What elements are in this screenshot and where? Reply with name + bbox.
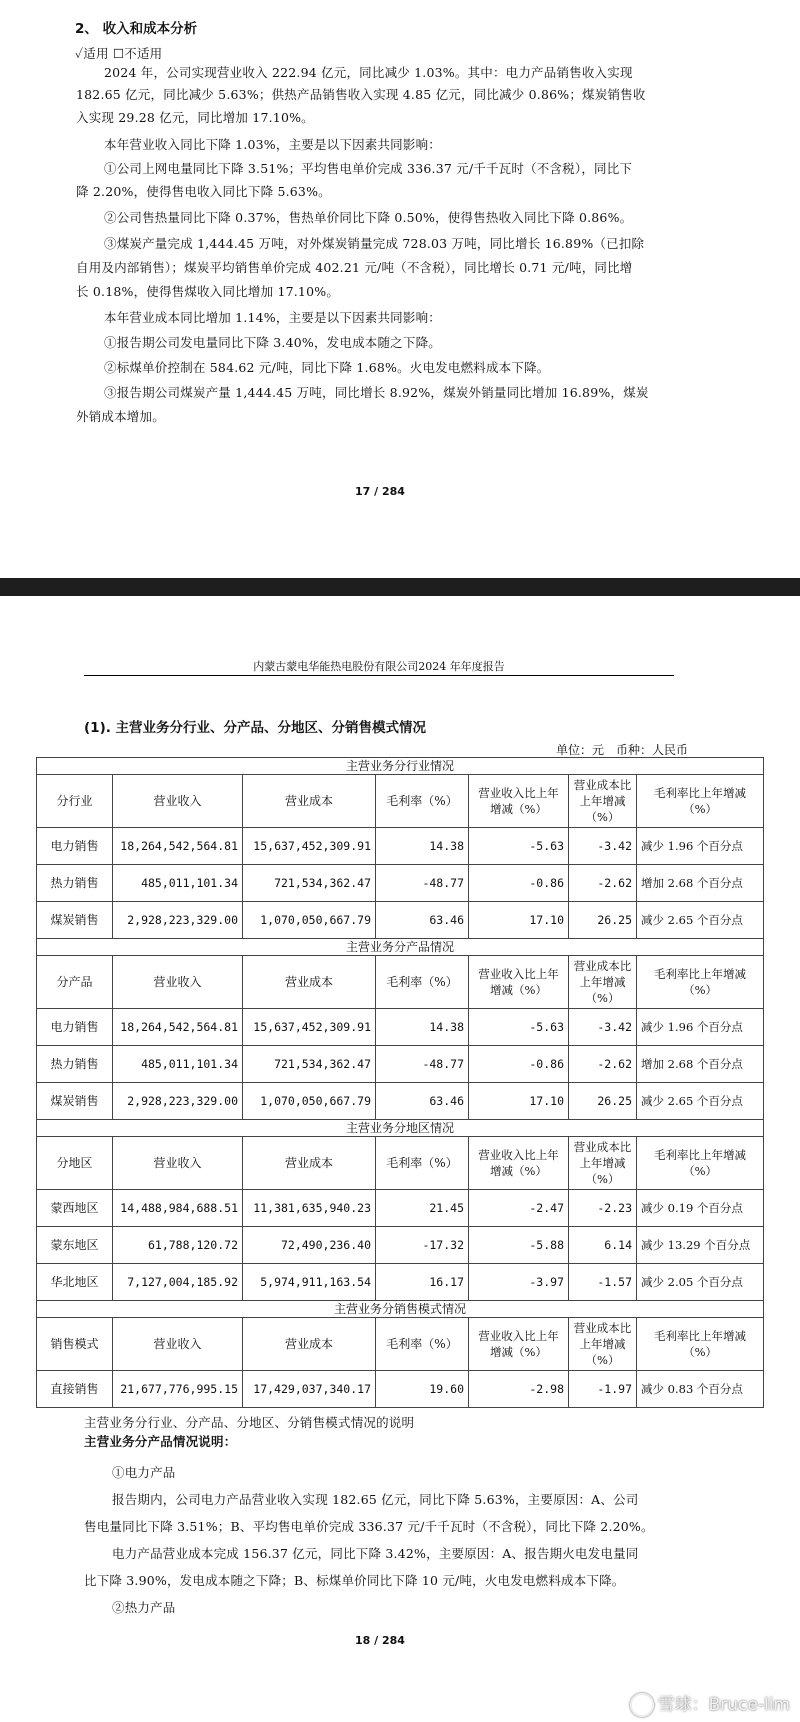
- table-cell: 18,264,542,564.81: [113, 1009, 243, 1046]
- table-cell: 11,381,635,940.23: [243, 1190, 376, 1227]
- table-column-header: 毛利率（%）: [376, 1318, 469, 1371]
- row-label: 电力销售: [37, 1009, 113, 1046]
- table-cell: -2.23: [569, 1190, 637, 1227]
- table-cell: 485,011,101.34: [113, 865, 243, 902]
- table-section-title: 主营业务分行业情况: [37, 758, 764, 775]
- table-dimension-header: 分产品: [37, 956, 113, 1009]
- table-cell: 61,788,120.72: [113, 1227, 243, 1264]
- table-cell: 16.17: [376, 1264, 469, 1301]
- row-label: 煤炭销售: [37, 1083, 113, 1120]
- table-column-header: 营业成本: [243, 775, 376, 828]
- table-cell: -2.47: [469, 1190, 569, 1227]
- table-row: [37, 1371, 764, 1408]
- notes-line: ②热力产品: [112, 1600, 176, 1615]
- table-cell: -5.88: [469, 1227, 569, 1264]
- page-number: 18 / 284: [355, 1634, 405, 1647]
- table-row: [37, 1190, 764, 1227]
- table-cell: 17.10: [469, 1083, 569, 1120]
- table-section-row: [37, 1120, 764, 1137]
- table-cell: -2.98: [469, 1371, 569, 1408]
- table-column-header: 营业成本: [243, 956, 376, 1009]
- row-label: 直接销售: [37, 1371, 113, 1408]
- table-cell-change: 减少 2.05 个百分点: [637, 1264, 764, 1301]
- table-header-row: [37, 1318, 764, 1371]
- notes-line: 报告期内，公司电力产品营业收入实现 182.65 亿元，同比下降 5.63%，主要原因：A、公司: [112, 1492, 639, 1507]
- table-section-title: 主营业务分销售模式情况: [37, 1301, 764, 1318]
- notes-line: 主营业务分行业、分产品、分地区、分销售模式情况的说明: [84, 1415, 415, 1430]
- table-row: [37, 1227, 764, 1264]
- table-column-header: 营业成本比上年增减（%）: [569, 775, 637, 828]
- applicability-checkbox: ✓适用 ☐不适用: [75, 46, 163, 61]
- table-header-row: [37, 775, 764, 828]
- table-cell: -3.42: [569, 1009, 637, 1046]
- notes-line: 售电量同比下降 3.51%；B、平均售电单价完成 336.37 元/千千瓦时（不含税），同比下降 2.20%。: [84, 1519, 654, 1534]
- table-column-header: 营业收入比上年增减（%）: [469, 956, 569, 1009]
- table-cell: -5.63: [469, 828, 569, 865]
- table-section-title: (1). 主营业务分行业、分产品、分地区、分销售模式情况: [84, 720, 427, 736]
- row-label: 华北地区: [37, 1264, 113, 1301]
- watermark-text: 雪球：Bruce-lim: [657, 1695, 790, 1715]
- table-column-header: 营业成本比上年增减（%）: [569, 956, 637, 1009]
- row-label: 热力销售: [37, 1046, 113, 1083]
- table-row: [37, 902, 764, 939]
- table-cell-change: 减少 2.65 个百分点: [637, 1083, 764, 1120]
- paragraph-line: 182.65 亿元，同比减少 5.63%；供热产品销售收入实现 4.85 亿元，同比减少 0.86%；煤炭销售收: [76, 87, 646, 102]
- table-cell: 14.38: [376, 828, 469, 865]
- table-cell: 1,070,050,667.79: [243, 1083, 376, 1120]
- paragraph-line: ③报告期公司煤炭产量 1,444.45 万吨，同比增长 8.92%，煤炭外销量同比增加 16.89%，煤炭: [104, 385, 649, 400]
- table-cell: 72,490,236.40: [243, 1227, 376, 1264]
- table-column-header: 营业收入: [113, 1137, 243, 1190]
- watermark: [630, 1690, 790, 1717]
- row-label: 电力销售: [37, 828, 113, 865]
- notes-line: ①电力产品: [112, 1465, 176, 1480]
- paragraph-line: ③煤炭产量完成 1,444.45 万吨，对外煤炭销量完成 728.03 万吨，同比增长 16.89%（已扣除: [104, 236, 645, 251]
- table-column-header: 营业收入比上年增减（%）: [469, 775, 569, 828]
- table-cell: -2.62: [569, 1046, 637, 1083]
- paragraph-line: 外销成本增加。: [76, 409, 165, 424]
- paragraph-line: 自用及内部销售）；煤炭平均销售单价完成 402.21 元/吨（不含税），同比增长 0.71 元/吨，同比增: [76, 260, 633, 275]
- table-column-header: 营业收入比上年增减（%）: [469, 1137, 569, 1190]
- page-number: 17 / 284: [355, 485, 405, 498]
- table-section-row: [37, 939, 764, 956]
- paragraph-line: ①报告期公司发电量同比下降 3.40%，发电成本随之下降。: [104, 335, 441, 350]
- paragraph-line: ②标煤单价控制在 584.62 元/吨，同比下降 1.68%。火电发电燃料成本下降。: [104, 360, 550, 375]
- table-cell: 7,127,004,185.92: [113, 1264, 243, 1301]
- paragraph-line: 长 0.18%，使得售煤收入同比增加 17.10%。: [76, 284, 340, 299]
- header-rule: [84, 675, 674, 676]
- table-row: [37, 1083, 764, 1120]
- section-title: 2、 收入和成本分析: [75, 21, 198, 37]
- table-cell: 21,677,776,995.15: [113, 1371, 243, 1408]
- table-row: [37, 865, 764, 902]
- table-cell-change: 减少 13.29 个百分点: [637, 1227, 764, 1264]
- table-cell-change: 减少 0.19 个百分点: [637, 1190, 764, 1227]
- report-page-17: [0, 0, 800, 578]
- table-cell-change: 减少 0.83 个百分点: [637, 1371, 764, 1408]
- table-cell: 17.10: [469, 902, 569, 939]
- table-cell-change: 减少 2.65 个百分点: [637, 902, 764, 939]
- table-cell: 26.25: [569, 1083, 637, 1120]
- main-business-table: [36, 757, 764, 1408]
- table-cell: 21.45: [376, 1190, 469, 1227]
- table-cell-change: 减少 1.96 个百分点: [637, 828, 764, 865]
- table-cell: 14.38: [376, 1009, 469, 1046]
- table-column-header: 营业成本比上年增减（%）: [569, 1137, 637, 1190]
- row-label: 热力销售: [37, 865, 113, 902]
- table-column-header: 毛利率（%）: [376, 956, 469, 1009]
- table-row: [37, 828, 764, 865]
- table-cell: 5,974,911,163.54: [243, 1264, 376, 1301]
- table-column-header: 营业收入: [113, 775, 243, 828]
- row-label: 蒙东地区: [37, 1227, 113, 1264]
- paragraph-line: 本年营业成本同比增加 1.14%，主要是以下因素共同影响：: [104, 310, 441, 325]
- table-section-title: 主营业务分产品情况: [37, 939, 764, 956]
- table-cell: 26.25: [569, 902, 637, 939]
- table-cell: 485,011,101.34: [113, 1046, 243, 1083]
- table-cell: 2,928,223,329.00: [113, 902, 243, 939]
- table-header-row: [37, 956, 764, 1009]
- notes-line: 电力产品营业成本完成 156.37 亿元，同比下降 3.42%，主要原因：A、报告期火电发电量同: [112, 1546, 639, 1561]
- table-column-header: 营业收入: [113, 956, 243, 1009]
- table-dimension-header: 分行业: [37, 775, 113, 828]
- notes-line: 比下降 3.90%，发电成本随之下降；B、标煤单价同比下降 10 元/吨，火电发电燃料成本下降。: [84, 1573, 625, 1588]
- table-cell: 63.46: [376, 1083, 469, 1120]
- table-cell: 721,534,362.47: [243, 865, 376, 902]
- table-column-header: 营业收入比上年增减（%）: [469, 1318, 569, 1371]
- table-section-row: [37, 1301, 764, 1318]
- table-column-header: 毛利率比上年增减（%）: [637, 775, 764, 828]
- table-cell: -1.97: [569, 1371, 637, 1408]
- table-dimension-header: 分地区: [37, 1137, 113, 1190]
- paragraph-line: ②公司售热量同比下降 0.37%，售热单价同比下降 0.50%，使得售热收入同比下降 0.86%。: [104, 210, 633, 225]
- table-row: [37, 1009, 764, 1046]
- table-cell: 15,637,452,309.91: [243, 1009, 376, 1046]
- table-column-header: 毛利率（%）: [376, 1137, 469, 1190]
- table-column-header: 毛利率（%）: [376, 775, 469, 828]
- table-column-header: 营业成本比上年增减（%）: [569, 1318, 637, 1371]
- table-row: [37, 1046, 764, 1083]
- paragraph-line: 入实现 29.28 亿元，同比增加 17.10%。: [76, 110, 314, 125]
- table-cell: -0.86: [469, 1046, 569, 1083]
- table-cell: -48.77: [376, 865, 469, 902]
- paragraph-line: 本年营业收入同比下降 1.03%，主要是以下因素共同影响：: [104, 137, 441, 152]
- table-cell: 6.14: [569, 1227, 637, 1264]
- table-section-title: 主营业务分地区情况: [37, 1120, 764, 1137]
- table-cell: -5.63: [469, 1009, 569, 1046]
- table-cell: -1.57: [569, 1264, 637, 1301]
- table-cell: -3.42: [569, 828, 637, 865]
- row-label: 蒙西地区: [37, 1190, 113, 1227]
- table-column-header: 毛利率比上年增减（%）: [637, 1318, 764, 1371]
- table-cell: -48.77: [376, 1046, 469, 1083]
- notes-heading: 主营业务分产品情况说明：: [84, 1434, 237, 1449]
- paragraph-line: 2024 年，公司实现营业收入 222.94 亿元，同比减少 1.03%。其中：电力产品销售收入实现: [104, 65, 633, 80]
- table-cell: 19.60: [376, 1371, 469, 1408]
- table-cell-change: 增加 2.68 个百分点: [637, 1046, 764, 1083]
- table-column-header: 毛利率比上年增减（%）: [637, 956, 764, 1009]
- paragraph-line: 降 2.20%，使得售电收入同比下降 5.63%。: [76, 184, 331, 199]
- table-cell: 2,928,223,329.00: [113, 1083, 243, 1120]
- table-cell: 63.46: [376, 902, 469, 939]
- table-cell: 17,429,037,340.17: [243, 1371, 376, 1408]
- row-label: 煤炭销售: [37, 902, 113, 939]
- table-header-row: [37, 1137, 764, 1190]
- report-header: 内蒙古蒙电华能热电股份有限公司2024 年年度报告: [253, 660, 505, 673]
- table-cell: 18,264,542,564.81: [113, 828, 243, 865]
- table-row: [37, 1264, 764, 1301]
- table-column-header: 毛利率比上年增减（%）: [637, 1137, 764, 1190]
- table-cell: -2.62: [569, 865, 637, 902]
- table-cell: 1,070,050,667.79: [243, 902, 376, 939]
- table-column-header: 营业成本: [243, 1137, 376, 1190]
- paragraph-line: ①公司上网电量同比下降 3.51%；平均售电单价完成 336.37 元/千千瓦时（不含税），同比下: [104, 161, 633, 176]
- table-cell: 15,637,452,309.91: [243, 828, 376, 865]
- table-cell-change: 增加 2.68 个百分点: [637, 865, 764, 902]
- currency-unit: 单位：元 币种：人民币: [556, 743, 689, 757]
- table-cell: -3.97: [469, 1264, 569, 1301]
- table-cell: -17.32: [376, 1227, 469, 1264]
- table-column-header: 营业成本: [243, 1318, 376, 1371]
- table-dimension-header: 销售模式: [37, 1318, 113, 1371]
- table-cell-change: 减少 1.96 个百分点: [637, 1009, 764, 1046]
- table-cell: 14,488,984,688.51: [113, 1190, 243, 1227]
- snowball-logo-icon: [630, 1693, 654, 1717]
- table-cell: 721,534,362.47: [243, 1046, 376, 1083]
- table-column-header: 营业收入: [113, 1318, 243, 1371]
- table-cell: -0.86: [469, 865, 569, 902]
- table-section-row: [37, 758, 764, 775]
